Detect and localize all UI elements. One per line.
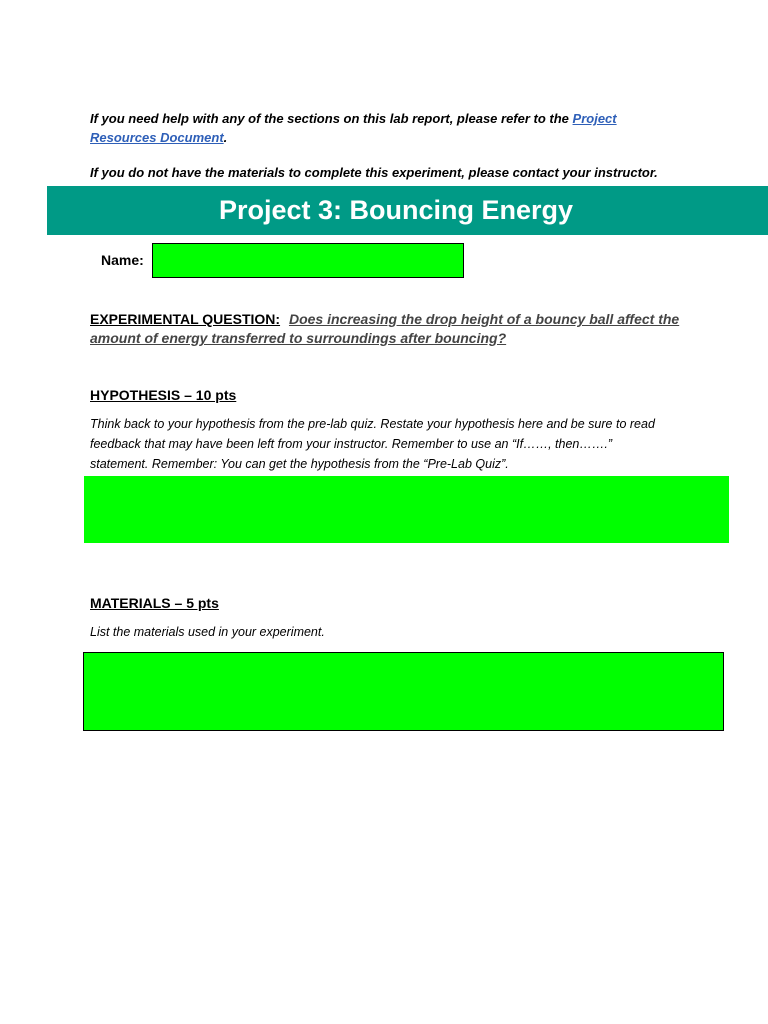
experimental-question: [90, 310, 690, 348]
hypothesis-instructions: Think back to your hypothesis from the pre-lab quiz. Restate your hypothesis here and be sure to read feedback that may have been left from your instructor. Remember to use an “If……, then…….” statement. Remember: You can get the hypothesis from the “Pre-Lab Quiz”.: [90, 417, 655, 471]
title-banner: [47, 186, 768, 235]
help-note-end: .: [223, 130, 228, 145]
contact-note: If you do not have the materials to complete this experiment, please contact your instructor.: [90, 165, 658, 180]
page-title: Project 3: Bouncing Energy: [219, 195, 574, 225]
project-resources-link[interactable]: Project Resources Document: [90, 111, 617, 145]
hypothesis-answer-field[interactable]: [84, 476, 729, 543]
help-note-text: If you need help with any of the sections on this lab report, please refer to the: [90, 111, 573, 126]
hypothesis-heading: HYPOTHESIS – 10 pts: [90, 387, 237, 403]
name-field[interactable]: [152, 243, 464, 278]
help-note: [90, 109, 650, 147]
materials-heading: MATERIALS – 5 pts: [90, 595, 219, 611]
experimental-question-label: EXPERIMENTAL QUESTION:: [90, 311, 281, 327]
materials-answer-field[interactable]: [83, 652, 724, 731]
materials-instructions: List the materials used in your experiment.: [90, 625, 325, 639]
experimental-question-text: Does increasing the drop height of a bouncy ball affect the amount of energy transferred to surroundings after bouncing?: [90, 311, 680, 346]
name-label: Name:: [101, 252, 144, 268]
